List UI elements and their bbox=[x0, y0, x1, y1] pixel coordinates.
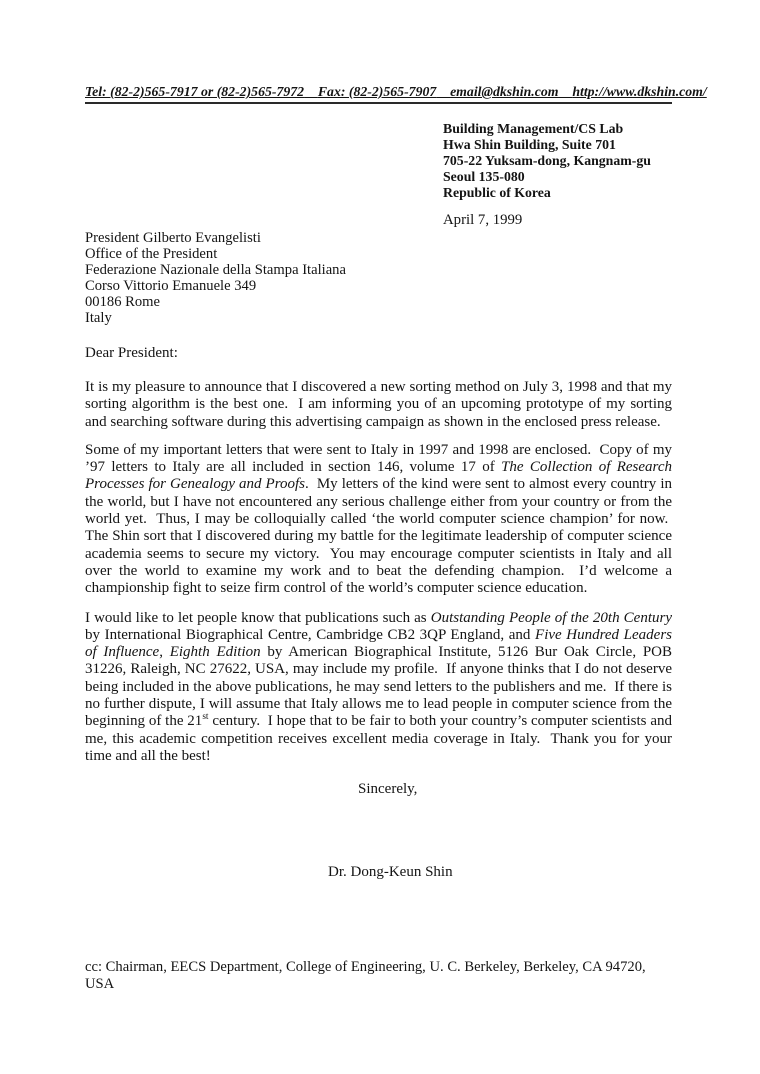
tel-text: Tel: (82-2)565-7917 or (82-2)565-7972 bbox=[85, 84, 305, 99]
salutation: Dear President: bbox=[85, 345, 178, 361]
recipient-address-line: Office of the President bbox=[85, 246, 218, 262]
letterhead bbox=[85, 84, 707, 104]
recipient-address bbox=[85, 230, 672, 326]
recipient-address-line: Federazione Nazionale della Stampa Italiana bbox=[85, 262, 346, 278]
url-text: http://www.dkshin.com/ bbox=[572, 84, 707, 99]
sender-address bbox=[443, 121, 672, 201]
letterhead-contact-line bbox=[85, 84, 707, 99]
sender-address-line: Seoul 135-080 bbox=[443, 169, 525, 184]
fax-text: Fax: (82-2)565-7907 bbox=[317, 84, 437, 99]
body-paragraph-2: Some of my important letters that were sent to Italy in 1997 and 1998 are enclosed. Copy of my ’97 letters to Italy are all included in section 146, volume 17 of The Collection of Research Processes for Genealogy and Proofs. My letters of the kind were sent to almost every country in the world, but I have not encountered any serious challenge either from your country or from the world yet. Thus, I may be colloquially called ‘the world computer science champion’ for now. The Shin sort that I discovered during my battle for the legitimate leadership of computer science academia seems to secure my victory. You may encourage computer scientists in Italy and all over the world to examine my work and to beat the defending champion. I’d welcome a championship fight to seize firm control of the world’s computer science education. bbox=[85, 441, 673, 597]
email-text: email@dkshin.com bbox=[450, 84, 559, 99]
sender-address-line: Hwa Shin Building, Suite 701 bbox=[443, 137, 616, 152]
recipient-address-line: Italy bbox=[85, 310, 112, 326]
sender-address-line: 705-22 Yuksam-dong, Kangnam-gu bbox=[443, 153, 651, 168]
letter-date: April 7, 1999 bbox=[443, 212, 523, 228]
recipient-address-line: Corso Vittorio Emanuele 349 bbox=[85, 278, 257, 294]
sender-address-line: Republic of Korea bbox=[443, 185, 551, 200]
body-paragraph-1: It is my pleasure to announce that I discovered a new sorting method on July 3, 1998 and that my sorting algorithm is the best one. I am informing you of an upcoming prototype of my sorting and searching software during this advertising campaign as shown in the enclosed press release. bbox=[85, 379, 672, 430]
recipient-address-line: President Gilberto Evangelisti bbox=[85, 230, 261, 246]
valediction: Sincerely, bbox=[358, 781, 418, 798]
signature-name: Dr. Dong-Keun Shin bbox=[328, 864, 453, 881]
recipient-address-line: 00186 Rome bbox=[85, 294, 160, 310]
cc-line: cc: Chairman, EECS Department, College of Engineering, U. C. Berkeley, Berkeley, CA 94720, USA bbox=[85, 959, 646, 993]
sender-address-line: Building Management/CS Lab bbox=[443, 121, 624, 136]
body-paragraph-3: I would like to let people know that publications such as Outstanding People of the 20th Century by International Biographical Centre, Cambridge CB2 3QP England, and Five Hundred Leaders of Influence, Eighth Edition by American Biographical Institute, 5126 Bur Oak Circle, POB 31226, Raleigh, NC 27622, USA, may include my profile. If anyone thinks that I do not deserve being included in the above publications, he may send letters to the publishers and me. If there is no further dispute, I will assume that Italy allows me to lead people in computer science from the beginning of the 21st century. I hope that to be fair to both your country’s computer scientists and me, this academic competition receives excellent media coverage in Italy. Thank you for your time and all the best! bbox=[85, 609, 673, 764]
